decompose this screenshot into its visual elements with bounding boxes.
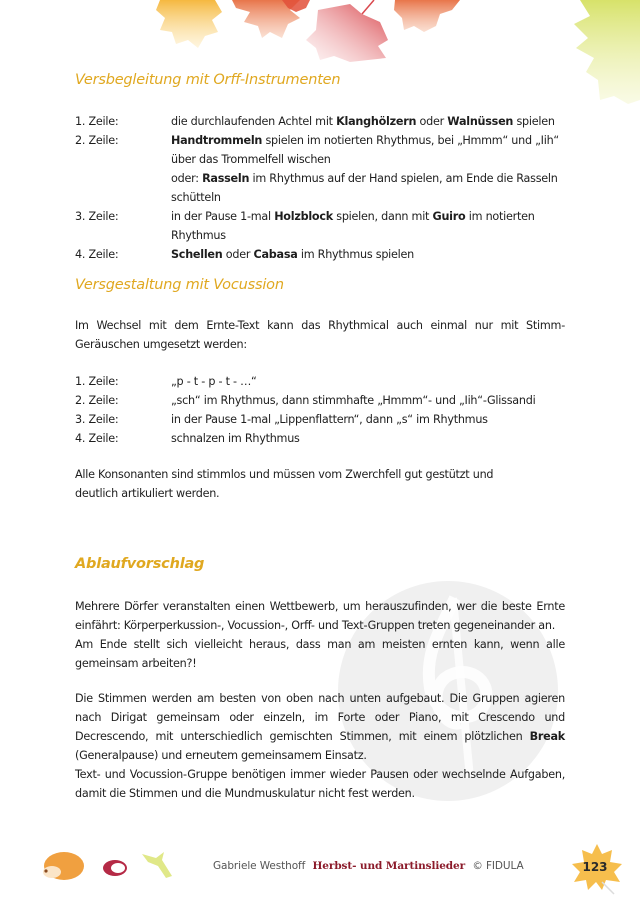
orff-instrument-list bbox=[75, 112, 575, 264]
footer-illustrations bbox=[40, 846, 180, 886]
acorn-icon bbox=[103, 860, 127, 876]
ablauf-paragraph-1: Mehrere Dörfer veranstalten einen Wettbewerb, um herauszufinden, wer die beste Ernte einfährt: Körperperkussion-, Vocussion-, Orff- und Text-Gruppen treten gegeneinander an. bbox=[75, 600, 565, 632]
row-text: in der Pause 1-mal „Lippenflattern“, dann „s“ im Rhythmus bbox=[171, 413, 488, 426]
red-leaf bbox=[306, 4, 388, 62]
row-text bbox=[171, 245, 575, 264]
footer-publisher: © FIDULA bbox=[472, 860, 524, 872]
row-text bbox=[171, 131, 575, 169]
row-label: 3. Zeile: bbox=[75, 413, 119, 426]
list-item bbox=[75, 131, 575, 169]
text-fragment: die durchlaufenden Achtel mit bbox=[171, 115, 337, 128]
vocussion-note: Alle Konsonanten sind stimmlos und müssen vom Zwerchfell gut gestützt und deutlich artikuliert werden. bbox=[75, 468, 494, 500]
footer-credits bbox=[213, 860, 524, 872]
row-label: 2. Zeile: bbox=[75, 394, 119, 407]
instrument-name: Holzblock bbox=[274, 210, 333, 223]
instrument-name: Walnüssen bbox=[447, 115, 514, 128]
leaf-icon bbox=[142, 852, 172, 878]
list-item bbox=[75, 112, 575, 131]
row-label: 4. Zeile: bbox=[75, 248, 119, 261]
ablauf-paragraph-3: Text- und Vocussion-Gruppe benötigen immer wieder Pausen oder wechselnde Aufgaben, damit die Stimmen und die Mundmuskulatur nicht fest werden. bbox=[75, 768, 565, 800]
orange-right-leaf bbox=[394, 0, 460, 32]
text-fragment: im Rhythmus auf der Hand spielen, am Ende die Rasseln schütteln bbox=[171, 172, 558, 204]
row-label: 4. Zeile: bbox=[75, 432, 119, 445]
hedgehog-icon bbox=[43, 852, 84, 880]
row-text bbox=[171, 169, 575, 207]
instrument-name: Klanghölzern bbox=[336, 115, 417, 128]
section-title-ablauf: Ablaufvorschlag bbox=[75, 556, 205, 572]
footer-book-title: Herbst- und Martinslieder bbox=[312, 860, 466, 872]
text-fragment: oder bbox=[416, 115, 448, 128]
text-fragment: spielen, dann mit bbox=[332, 210, 433, 223]
green-leaf bbox=[574, 0, 640, 104]
vocussion-intro: Im Wechsel mit dem Ernte-Text kann das Rhythmical auch einmal nur mit Stimm-Geräuschen umgesetzt werden: bbox=[75, 319, 565, 351]
row-text bbox=[171, 112, 575, 131]
text-fragment: spielen im notierten Rhythmus, bei „Hmmm“ und „Iih“ über das Trommelfell wischen bbox=[171, 134, 559, 166]
section-title-orff: Versbegleitung mit Orff-Instrumenten bbox=[75, 72, 341, 88]
instrument-name: Handtrommeln bbox=[171, 134, 263, 147]
instrument-name: Rasseln bbox=[202, 172, 250, 185]
row-label: 1. Zeile: bbox=[75, 115, 119, 128]
list-item bbox=[75, 372, 575, 391]
p2-break-term: Break bbox=[529, 730, 565, 743]
footer-author: Gabriele Westhoff bbox=[213, 860, 306, 872]
row-text: „sch“ im Rhythmus, dann stimmhafte „Hmmm“- und „Iih“-Glissandi bbox=[171, 394, 536, 407]
text-fragment: im notierten Rhythmus bbox=[171, 210, 535, 242]
row-text bbox=[171, 207, 575, 245]
autumn-leaves-decoration bbox=[0, 0, 640, 110]
row-label: 1. Zeile: bbox=[75, 375, 119, 388]
instrument-name: Schellen bbox=[171, 248, 223, 261]
list-item bbox=[75, 169, 575, 207]
list-item bbox=[75, 245, 575, 264]
row-label: 2. Zeile: bbox=[75, 134, 119, 147]
section-title-vocussion: Versgestaltung mit Vocussion bbox=[75, 277, 284, 293]
ablauf-paragraph-1b: Am Ende stellt sich vielleicht heraus, dass man am meisten ernten kann, wenn alle gemeinsam arbeiten?! bbox=[75, 638, 565, 670]
row-label: 3. Zeile: bbox=[75, 210, 119, 223]
row-text: „p - t - p - t - …“ bbox=[171, 375, 257, 388]
list-item bbox=[75, 429, 575, 448]
list-item bbox=[75, 207, 575, 245]
text-fragment: spielen bbox=[513, 115, 555, 128]
text-fragment: im Rhythmus spielen bbox=[297, 248, 415, 261]
vocussion-list bbox=[75, 372, 575, 448]
ablauf-paragraph-2 bbox=[75, 689, 565, 765]
row-text: schnalzen im Rhythmus bbox=[171, 432, 300, 445]
instrument-name: Guiro bbox=[432, 210, 466, 223]
list-item bbox=[75, 410, 575, 429]
page-number: 123 bbox=[582, 860, 608, 874]
p2-text-after: (Generalpause) und erneutem gemeinsamem Einsatz. bbox=[75, 749, 367, 762]
text-fragment: oder: bbox=[171, 172, 203, 185]
text-fragment: oder bbox=[222, 248, 254, 261]
list-item bbox=[75, 391, 575, 410]
row-label bbox=[75, 169, 171, 207]
text-fragment: in der Pause 1-mal bbox=[171, 210, 275, 223]
p2-text-before: Die Stimmen werden am besten von oben nach unten aufgebaut. Die Gruppen agieren nach Dirigat gemeinsam oder einzeln, im Forte oder Piano, mit Crescendo und Decrescendo, mit unterschiedlich gemischten Stimmen, mit einem plötzlichen bbox=[75, 692, 565, 743]
leaf-stem bbox=[362, 0, 374, 14]
instrument-name: Cabasa bbox=[253, 248, 298, 261]
yellow-leaf bbox=[156, 0, 222, 48]
